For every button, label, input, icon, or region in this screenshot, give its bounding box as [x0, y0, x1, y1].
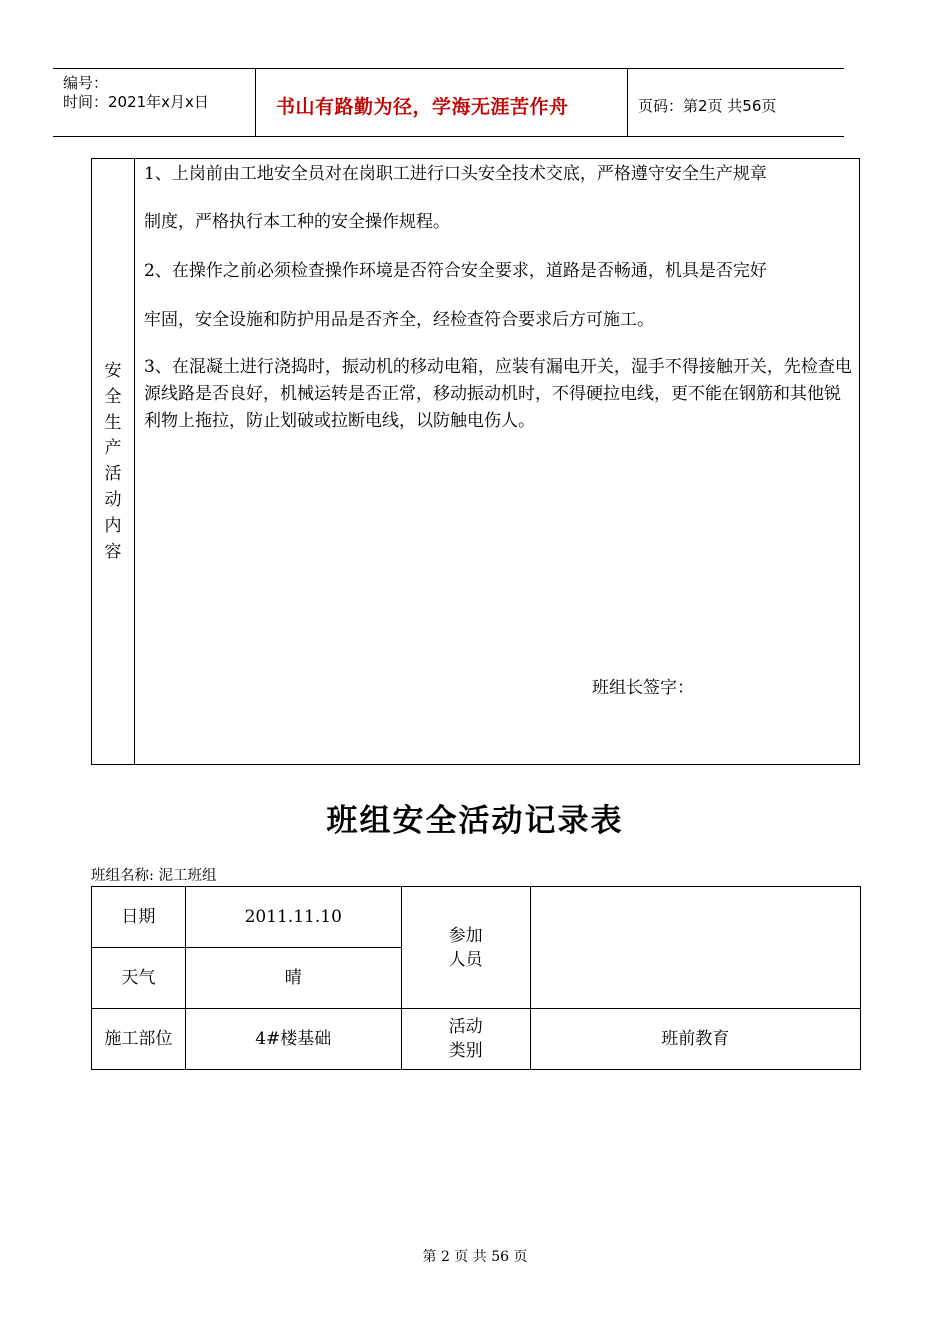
category-label-text: 活动类别 — [448, 1017, 483, 1061]
header-top-line — [53, 68, 844, 69]
side-char: 容 — [104, 541, 122, 562]
safety-item-1-line1: 1、上岗前由工地安全员对在岗职工进行口头安全技术交底，严格遵守安全生产规章 — [144, 164, 767, 184]
header-motto: 书山有路勤为径，学海无涯苦作舟 — [276, 96, 569, 118]
safety-content-box — [91, 158, 860, 765]
header-bottom-line — [53, 136, 844, 137]
safety-item-2-line1: 2、在操作之前必须检查操作环境是否符合安全要求，道路是否畅通，机具是否完好 — [144, 261, 767, 281]
participants-label-text: 参加人员 — [448, 925, 483, 970]
team-name: 班组名称: 泥工班组 — [91, 868, 217, 884]
location-label: 施工部位 — [92, 1009, 186, 1070]
date-label: 日期 — [92, 887, 186, 948]
side-char: 安 — [104, 361, 122, 381]
safety-side-label — [92, 359, 134, 565]
table-row — [92, 887, 861, 948]
safety-item-1-line2: 制度，严格执行本工种的安全操作规程。 — [144, 212, 450, 232]
category-label — [401, 1009, 530, 1070]
team-leader-signature-label: 班组长签字： — [592, 678, 694, 698]
side-char: 全 — [104, 386, 122, 407]
weather-value: 晴 — [185, 948, 401, 1009]
table-row — [92, 1009, 861, 1070]
participants-label — [401, 887, 530, 1009]
participants-value — [530, 887, 861, 1009]
document-time: 时间：2021年x月x日 — [63, 93, 209, 111]
side-char: 动 — [104, 489, 122, 510]
header-divider-left — [255, 69, 256, 136]
document-number: 编号： — [63, 74, 109, 92]
record-table — [91, 886, 861, 1070]
safety-item-2-line2: 牢固，安全设施和防护用品是否齐全，经检查符合要求后方可施工。 — [144, 310, 654, 330]
date-value: 2011.11.10 — [185, 887, 401, 948]
side-char: 产 — [104, 438, 122, 459]
record-title: 班组安全活动记录表 — [326, 803, 624, 839]
side-char: 生 — [104, 412, 122, 433]
safety-column-divider — [134, 159, 135, 764]
page-footer: 第 2 页 共 56 页 — [422, 1249, 528, 1265]
location-value: 4#楼基础 — [185, 1009, 401, 1070]
header-divider-right — [627, 69, 628, 136]
side-char: 内 — [104, 515, 122, 536]
weather-label: 天气 — [92, 948, 186, 1009]
header-page-number: 页码：第2页 共56页 — [638, 97, 777, 115]
safety-item-3: 3、在混凝土进行浇捣时，振动机的移动电箱，应装有漏电开关，湿手不得接触开关，先检查电源线路是否良好，机械运转是否正常，移动振动机时，不得硬拉电线，更不能在钢筋和其他锐利物上拖拉，防止划破或拉断电线，以防触电伤人。 — [144, 357, 852, 431]
category-value: 班前教育 — [530, 1009, 861, 1070]
side-char: 活 — [104, 464, 122, 485]
